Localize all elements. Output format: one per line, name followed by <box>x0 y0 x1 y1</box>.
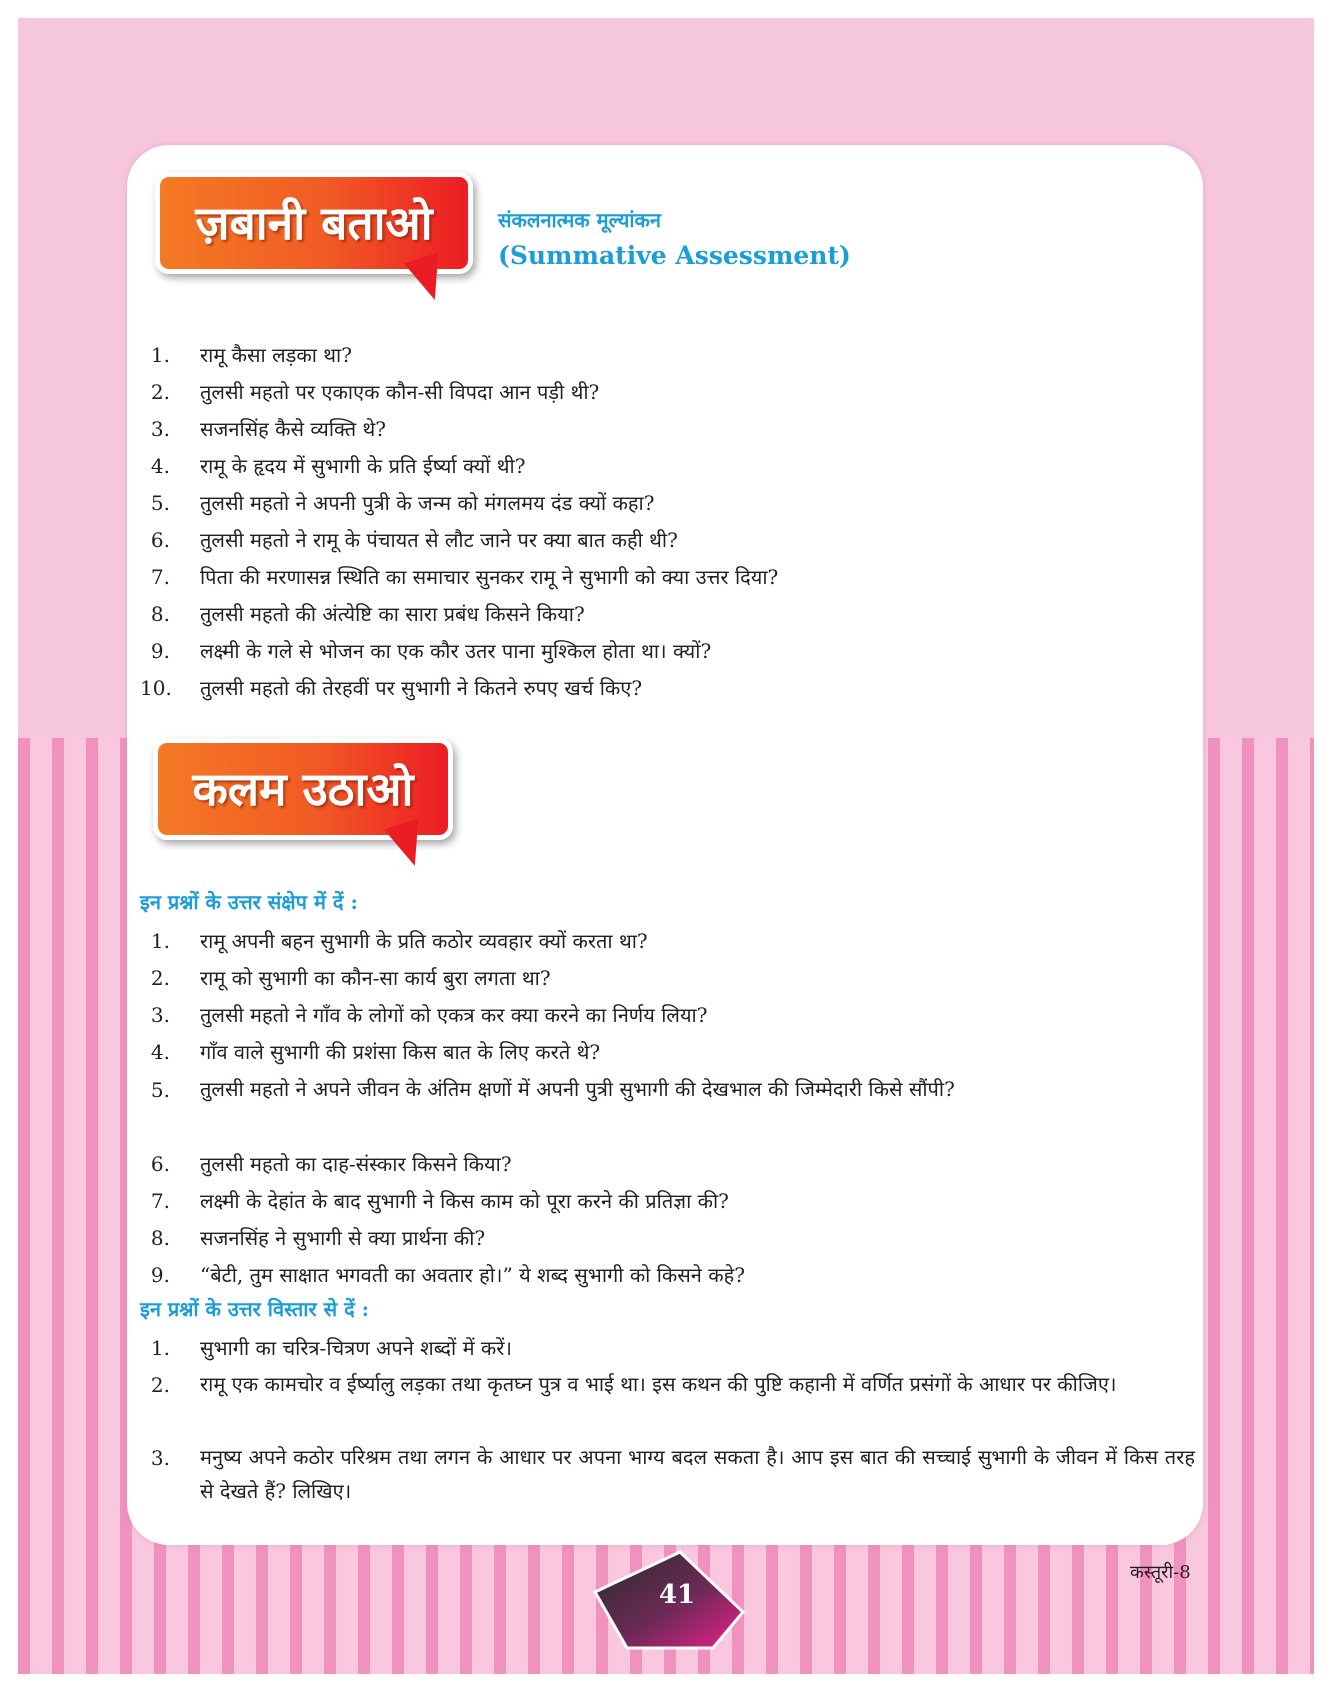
question-number: 8. <box>150 602 170 626</box>
oral-question <box>140 633 1195 669</box>
question-text: रामू अपनी बहन सुभागी के प्रति कठोर व्यवहार क्यों करता था? <box>200 929 648 953</box>
assessment-english: (Summative Assessment) <box>498 241 851 270</box>
short-question <box>140 1034 1195 1070</box>
question-number: 7. <box>150 1189 170 1213</box>
question-number: 4. <box>150 1040 170 1064</box>
page-number-badge <box>585 1550 745 1650</box>
question-text: रामू कैसा लड़का था? <box>200 343 352 367</box>
question-text: मनुष्य अपने कठोर परिश्रम तथा लगन के आधार पर अपना भाग्य बदल सकता है। आप इस बात की सच्चाई सुभागी के जीवन में किस तरह से देखते हैं? लिखिए। <box>200 1445 1195 1503</box>
question-number: 9. <box>150 639 170 663</box>
question-number: 2. <box>150 1373 170 1397</box>
question-number: 3. <box>150 417 170 441</box>
question-text: “बेटी, तुम साक्षात भगवती का अवतार हो।” ये शब्द सुभागी को किसने कहे? <box>200 1263 745 1287</box>
long-question <box>140 1367 1195 1439</box>
question-number: 4. <box>150 454 170 478</box>
page-number: 41 <box>658 1580 696 1610</box>
short-question <box>140 1257 1195 1293</box>
question-text: सुभागी का चरित्र-चित्रण अपने शब्दों में करें। <box>200 1336 513 1360</box>
book-name: कस्तूरी-8 <box>1130 1562 1191 1583</box>
long-question <box>140 1330 1195 1366</box>
written-banner-title: कलम उठाओ <box>192 762 414 816</box>
short-question <box>140 1220 1195 1256</box>
question-text: सजनसिंह ने सुभागी से क्या प्रार्थना की? <box>200 1226 486 1250</box>
question-number: 9. <box>150 1263 170 1287</box>
question-text: पिता की मरणासन्न स्थिति का समाचार सुनकर रामू ने सुभागी को क्या उत्तर दिया? <box>200 565 779 589</box>
short-answer-heading: इन प्रश्नों के उत्तर संक्षेप में दें : <box>140 890 358 914</box>
question-text: सजनसिंह कैसे व्यक्ति थे? <box>200 417 386 441</box>
short-question <box>140 997 1195 1033</box>
question-number: 3. <box>150 1446 170 1470</box>
oral-question <box>140 559 1195 595</box>
long-question <box>140 1440 1195 1512</box>
question-number: 7. <box>150 565 170 589</box>
question-number: 6. <box>150 528 170 552</box>
question-text: तुलसी महतो ने गाँव के लोगों को एकत्र कर क्या करने का निर्णय लिया? <box>200 1003 708 1027</box>
question-text: रामू के हृदय में सुभागी के प्रति ईर्ष्या क्यों थी? <box>200 454 526 478</box>
oral-question <box>140 411 1195 447</box>
assessment-label <box>498 205 851 273</box>
assessment-hindi: संकलनात्मक मूल्यांकन <box>498 208 661 232</box>
written-banner <box>153 738 453 840</box>
question-text: तुलसी महतो ने अपने जीवन के अंतिम क्षणों में अपनी पुत्री सुभागी की देखभाल की जिम्मेदारी किसे सौंपी? <box>200 1077 955 1101</box>
short-question <box>140 1072 1195 1144</box>
question-number: 1. <box>150 1336 170 1360</box>
question-text: तुलसी महतो ने रामू के पंचायत से लौट जाने पर क्या बात कही थी? <box>200 528 678 552</box>
question-number: 2. <box>150 966 170 990</box>
question-number: 8. <box>150 1226 170 1250</box>
question-text: लक्ष्मी के देहांत के बाद सुभागी ने किस काम को पूरा करने की प्रतिज्ञा की? <box>200 1189 729 1213</box>
question-number: 5. <box>150 491 170 515</box>
question-number: 1. <box>150 343 170 367</box>
question-number: 1. <box>150 929 170 953</box>
short-question <box>140 923 1195 959</box>
oral-question <box>140 448 1195 484</box>
question-text: लक्ष्मी के गले से भोजन का एक कौर उतर पाना मुश्किल होता था। क्यों? <box>200 639 712 663</box>
question-text: रामू को सुभागी का कौन-सा कार्य बुरा लगता था? <box>200 966 551 990</box>
oral-banner <box>155 172 473 274</box>
question-number: 10. <box>140 676 172 700</box>
question-text: तुलसी महतो की तेरहवीं पर सुभागी ने कितने रुपए खर्च किए? <box>200 676 643 700</box>
oral-question <box>140 337 1195 373</box>
question-text: तुलसी महतो पर एकाएक कौन-सी विपदा आन पड़ी थी? <box>200 380 600 404</box>
oral-question <box>140 522 1195 558</box>
question-number: 6. <box>150 1152 170 1176</box>
oral-banner-title: ज़बानी बताओ <box>195 196 433 250</box>
question-text: तुलसी महतो ने अपनी पुत्री के जन्म को मंगलमय दंड क्यों कहा? <box>200 491 655 515</box>
oral-question <box>140 374 1195 410</box>
short-question <box>140 1183 1195 1219</box>
short-question <box>140 960 1195 996</box>
oral-question <box>140 596 1195 632</box>
question-number: 5. <box>150 1078 170 1102</box>
oral-question <box>140 670 1195 706</box>
short-question <box>140 1146 1195 1182</box>
question-number: 3. <box>150 1003 170 1027</box>
long-answer-heading: इन प्रश्नों के उत्तर विस्तार से दें : <box>140 1297 370 1321</box>
question-number: 2. <box>150 380 170 404</box>
question-text: तुलसी महतो की अंत्येष्टि का सारा प्रबंध किसने किया? <box>200 602 585 626</box>
question-text: गाँव वाले सुभागी की प्रशंसा किस बात के लिए करते थे? <box>200 1040 601 1064</box>
question-text: तुलसी महतो का दाह-संस्कार किसने किया? <box>200 1152 512 1176</box>
oral-question <box>140 485 1195 521</box>
question-text: रामू एक कामचोर व ईर्ष्यालु लड़का तथा कृतघ्न पुत्र व भाई था। इस कथन की पुष्टि कहानी में वर्णित प्रसंगों के आधार पर कीजिए। <box>200 1372 1117 1396</box>
